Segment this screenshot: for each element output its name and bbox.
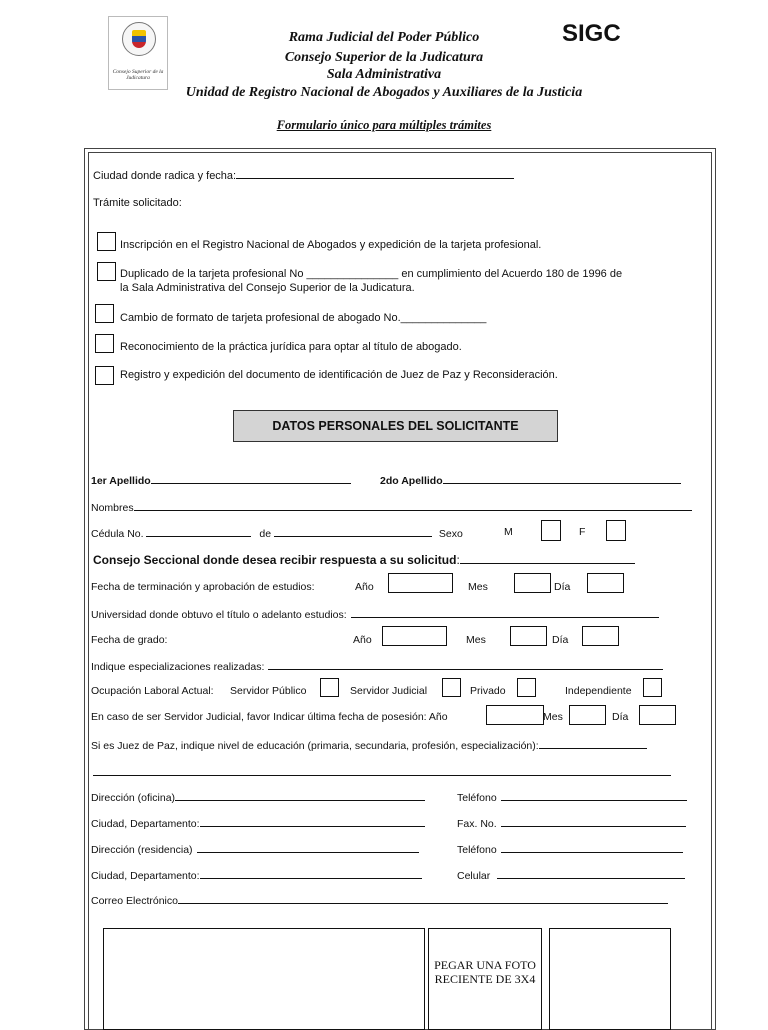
tramite-label: Trámite solicitado: [93, 197, 182, 209]
consejo-row: Consejo Seccional donde desea recibir respuesta a su solicitud: [93, 553, 635, 567]
posesion-dia-label: Día [612, 711, 629, 723]
signature-box[interactable] [103, 928, 425, 1030]
posesion-mes-field[interactable] [569, 705, 606, 725]
sexo-m-checkbox[interactable] [541, 520, 561, 541]
sigc-brand: SIGC [562, 20, 621, 47]
option-inscripcion-label: Inscripción en el Registro Nacional de Abogados y expedición de la tarjeta profesional. [120, 239, 542, 251]
apellido2-row [380, 473, 681, 488]
sexo-f-label: F [579, 526, 586, 538]
form-title-text: Formulario único para múltiples trámites [276, 118, 492, 132]
servidor-judicial-checkbox[interactable] [442, 678, 461, 697]
form-title [0, 118, 768, 133]
posesion-dia-field[interactable] [639, 705, 676, 725]
photo-instructions: PEGAR UNA FOTO RECIENTE DE 3X4 [434, 958, 536, 986]
option-duplicado-label: Duplicado de la tarjeta profesional No _______________ en cumplimiento del Acuerdo 180 de 1996 de [120, 268, 623, 280]
telefono-oficina-field[interactable] [501, 790, 687, 801]
dir-residencia-label: Dirección (residencia) [91, 844, 193, 856]
option-reconocimiento-label: Reconocimiento de la práctica jurídica para optar al título de abogado. [120, 341, 462, 353]
fecha-terminacion-mes-label: Mes [468, 581, 488, 593]
universidad-label: Universidad donde obtuvo el título o adelanto estudios: [91, 609, 347, 621]
fecha-grado-label: Fecha de grado: [91, 634, 168, 646]
option-reconocimiento-checkbox[interactable] [95, 334, 114, 353]
independiente-checkbox[interactable] [643, 678, 662, 697]
fax-label: Fax. No. [457, 818, 497, 830]
section-datos-personales [233, 410, 558, 442]
dir-oficina-field[interactable] [175, 790, 425, 801]
fecha-terminacion-dia-field[interactable] [587, 573, 624, 593]
ciudad-dep-oficina-row [91, 816, 425, 831]
ocupacion-label: Ocupación Laboral Actual: [91, 685, 214, 697]
fecha-terminacion-mes-field[interactable] [514, 573, 551, 593]
telefono-residencia-label: Teléfono [457, 844, 497, 856]
option-cambio-formato-checkbox[interactable] [95, 304, 114, 323]
consejo-label: Consejo Seccional donde desea recibir respuesta a su solicitud [93, 553, 457, 567]
celular-field[interactable] [497, 868, 685, 879]
header-line-4: Unidad de Registro Nacional de Abogados y Auxiliares de la Justicia [185, 85, 583, 100]
cedula-expedicion-field[interactable] [274, 526, 432, 537]
sexo-f-checkbox[interactable] [606, 520, 626, 541]
servidor-publico-label: Servidor Público [230, 685, 307, 697]
posesion-mes-label: Mes [543, 711, 563, 723]
consejo-field[interactable] [460, 553, 635, 564]
fax-field[interactable] [501, 816, 686, 827]
ciudad-fecha-row [93, 168, 514, 183]
universidad-field[interactable] [351, 607, 659, 618]
fecha-grado-dia-label: Día [552, 634, 569, 646]
nombres-row [91, 500, 692, 515]
correo-label: Correo Electrónico [91, 895, 178, 907]
ciudad-fecha-label: Ciudad donde radica y fecha: [93, 170, 237, 182]
juez-paz-row-2 [93, 765, 671, 780]
independiente-label: Independiente [565, 685, 632, 697]
fingerprint-box[interactable] [549, 928, 671, 1030]
cedula-row [91, 526, 463, 541]
fecha-terminacion-anio-field[interactable] [388, 573, 453, 593]
nombres-label: Nombres [91, 502, 134, 514]
dir-residencia-row [91, 842, 419, 857]
option-cambio-formato-label: Cambio de formato de tarjeta profesional de abogado No.______________ [120, 312, 487, 324]
especializaciones-field[interactable] [268, 659, 663, 670]
universidad-row [91, 607, 659, 622]
servidor-publico-checkbox[interactable] [320, 678, 339, 697]
juez-paz-field-cont[interactable] [93, 765, 671, 776]
ciudad-dep-oficina-label: Ciudad, Departamento: [91, 818, 200, 830]
privado-checkbox[interactable] [517, 678, 536, 697]
apellido1-field[interactable] [151, 473, 351, 484]
privado-label: Privado [470, 685, 506, 697]
posesion-label: En caso de ser Servidor Judicial, favor Indicar última fecha de posesión: Año [91, 711, 448, 723]
juez-paz-field[interactable] [539, 738, 647, 749]
header-line-3: Sala Administrativa [326, 67, 442, 82]
fecha-grado-dia-field[interactable] [582, 626, 619, 646]
sexo-m-label: M [504, 526, 513, 538]
dir-oficina-label: Dirección (oficina) [91, 792, 176, 804]
correo-row [91, 893, 668, 908]
option-duplicado-label-cont: la Sala Administrativa del Consejo Superior de la Judicatura. [120, 282, 415, 294]
document-header [0, 0, 768, 150]
fecha-terminacion-anio-label: Año [355, 581, 374, 593]
sexo-label: Sexo [438, 528, 463, 540]
nombres-field[interactable] [134, 500, 692, 511]
ciudad-dep-residencia-row [91, 868, 422, 883]
apellido1-label: 1er Apellido [91, 475, 151, 487]
fecha-terminacion-dia-label: Día [554, 581, 571, 593]
cedula-label: Cédula No. [91, 528, 144, 540]
fecha-grado-mes-label: Mes [466, 634, 486, 646]
correo-field[interactable] [178, 893, 668, 904]
fecha-terminacion-label: Fecha de terminación y aprobación de estudios: [91, 581, 315, 593]
header-line-1: Rama Judicial del Poder Público [288, 30, 480, 45]
cedula-field[interactable] [146, 526, 251, 537]
celular-label: Celular [457, 870, 491, 882]
fecha-grado-anio-label: Año [353, 634, 372, 646]
option-juez-paz-checkbox[interactable] [95, 366, 114, 385]
apellido2-label: 2do Apellido [380, 475, 443, 487]
celular-row [457, 868, 685, 883]
option-juez-paz-label: Registro y expedición del documento de identificación de Juez de Paz y Reconsideración. [120, 369, 558, 381]
dir-residencia-field[interactable] [197, 842, 419, 853]
ciudad-fecha-field[interactable] [236, 168, 514, 179]
fecha-grado-mes-field[interactable] [510, 626, 547, 646]
cedula-de-label: de [259, 528, 272, 540]
logo-caption: Consejo Superior de la Judicatura [112, 69, 164, 81]
fax-row [457, 816, 686, 831]
ciudad-dep-residencia-field[interactable] [200, 868, 422, 879]
telefono-oficina-row [457, 790, 687, 805]
telefono-residencia-field[interactable] [501, 842, 683, 853]
ciudad-dep-residencia-label: Ciudad, Departamento: [91, 870, 200, 882]
option-inscripcion-checkbox[interactable] [97, 232, 116, 251]
section-title: DATOS PERSONALES DEL SOLICITANTE [272, 419, 519, 433]
ciudad-dep-oficina-field[interactable] [200, 816, 425, 827]
telefono-oficina-label: Teléfono [457, 792, 497, 804]
especializaciones-label: Indique especializaciones realizadas: [91, 661, 265, 673]
telefono-residencia-row [457, 842, 683, 857]
fecha-grado-anio-field[interactable] [382, 626, 447, 646]
option-duplicado-checkbox[interactable] [97, 262, 116, 281]
apellido2-field[interactable] [443, 473, 681, 484]
juez-paz-label: Si es Juez de Paz, indique nivel de educación (primaria, secundaria, profesión, especialización): [91, 740, 539, 752]
servidor-judicial-label: Servidor Judicial [350, 685, 428, 697]
juez-paz-row [91, 738, 647, 753]
especializaciones-row [91, 659, 663, 674]
apellido1-row [91, 473, 351, 488]
header-line-2: Consejo Superior de la Judicatura [284, 50, 484, 65]
dir-oficina-row [91, 790, 425, 805]
posesion-anio-field[interactable] [486, 705, 544, 725]
